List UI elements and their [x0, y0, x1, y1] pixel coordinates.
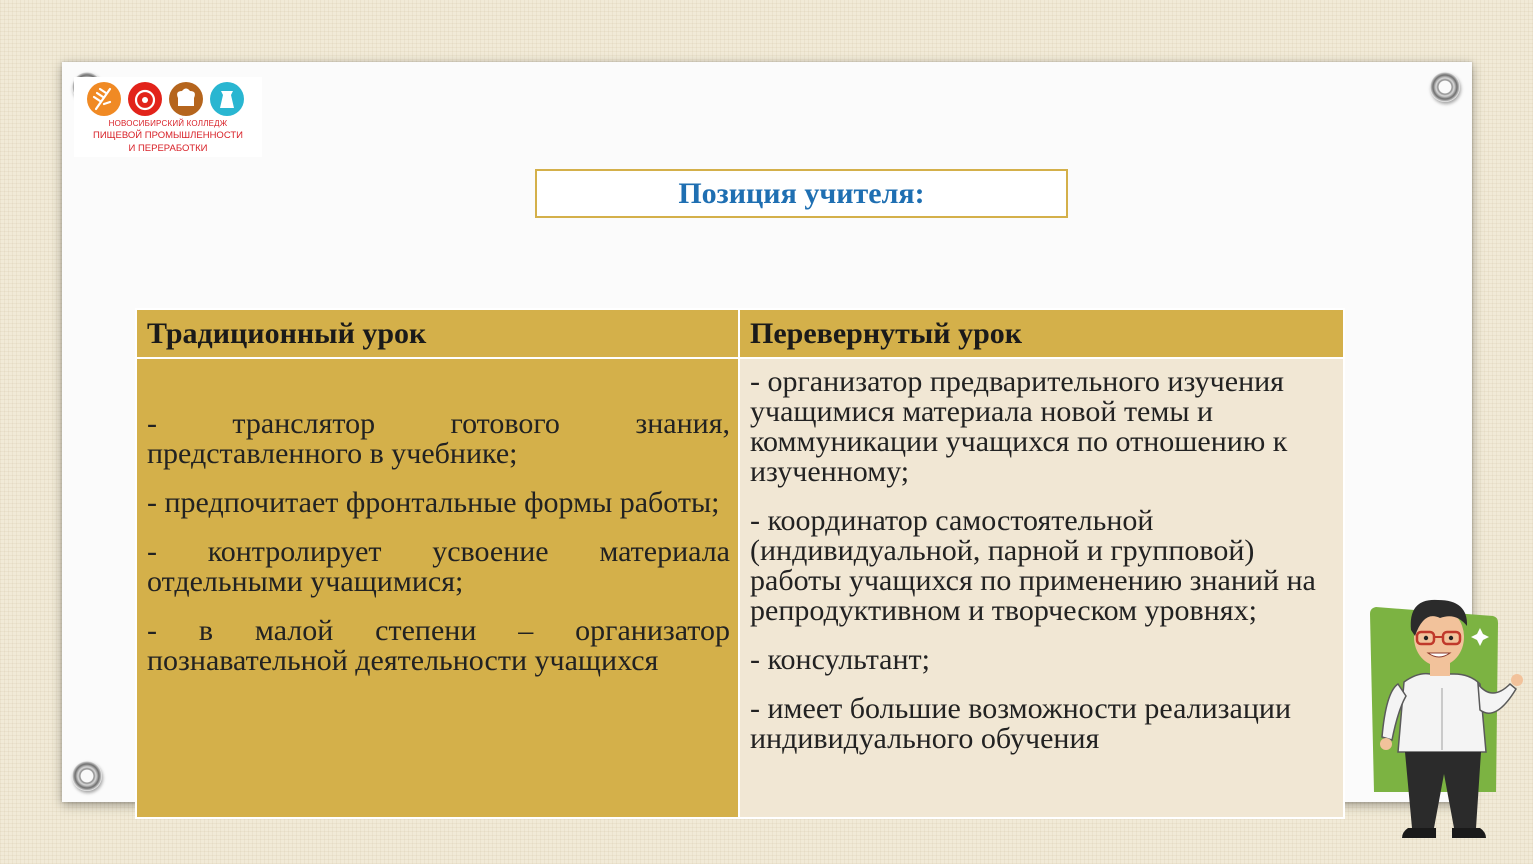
- table-header-row: [136, 309, 1344, 358]
- list-item: - в малой степени – организатор познавательной деятельности учащихся: [147, 614, 730, 677]
- teacher-illustration: [1368, 592, 1533, 844]
- list-item: - координатор самостоятельной (индивидуальной, парной и групповой) работы учащихся по применению знаний на репродуктивном и творческом уровнях;: [750, 504, 1316, 627]
- table-row: [136, 358, 1344, 818]
- comparison-table: [135, 308, 1345, 819]
- list-item: - организатор предварительного изучения учащимися материала новой темы и коммуникации учащихся по отношению к изученному;: [750, 365, 1288, 488]
- cell-traditional: [136, 358, 739, 818]
- page-title: Позиция учителя:: [678, 176, 925, 210]
- grommet-bottom-left: [72, 761, 102, 791]
- title-box: [535, 169, 1068, 218]
- logo-line-3: И ПЕРЕРАБОТКИ: [128, 143, 208, 154]
- list-item: - консультант;: [750, 643, 930, 676]
- logo-line-1: НОВОСИБИРСКИЙ КОЛЛЕДЖ: [108, 119, 228, 128]
- header-flipped: Перевернутый урок: [739, 309, 1344, 358]
- header-traditional: Традиционный урок: [136, 309, 739, 358]
- cell-flipped: [739, 358, 1344, 818]
- list-item: - контролирует усвоение материала отдельными учащимися;: [147, 535, 730, 598]
- list-item: - предпочитает фронтальные формы работы;: [147, 486, 720, 519]
- list-item: - имеет большие возможности реализации индивидуального обучения: [750, 692, 1292, 755]
- logo-icons: [82, 79, 252, 119]
- logo-line-2: ПИЩЕВОЙ ПРОМЫШЛЕННОСТИ: [92, 130, 243, 141]
- list-item: - транслятор готового знания, представленного в учебнике;: [147, 407, 730, 470]
- college-logo: [74, 77, 262, 157]
- grommet-top-right: [1430, 72, 1460, 102]
